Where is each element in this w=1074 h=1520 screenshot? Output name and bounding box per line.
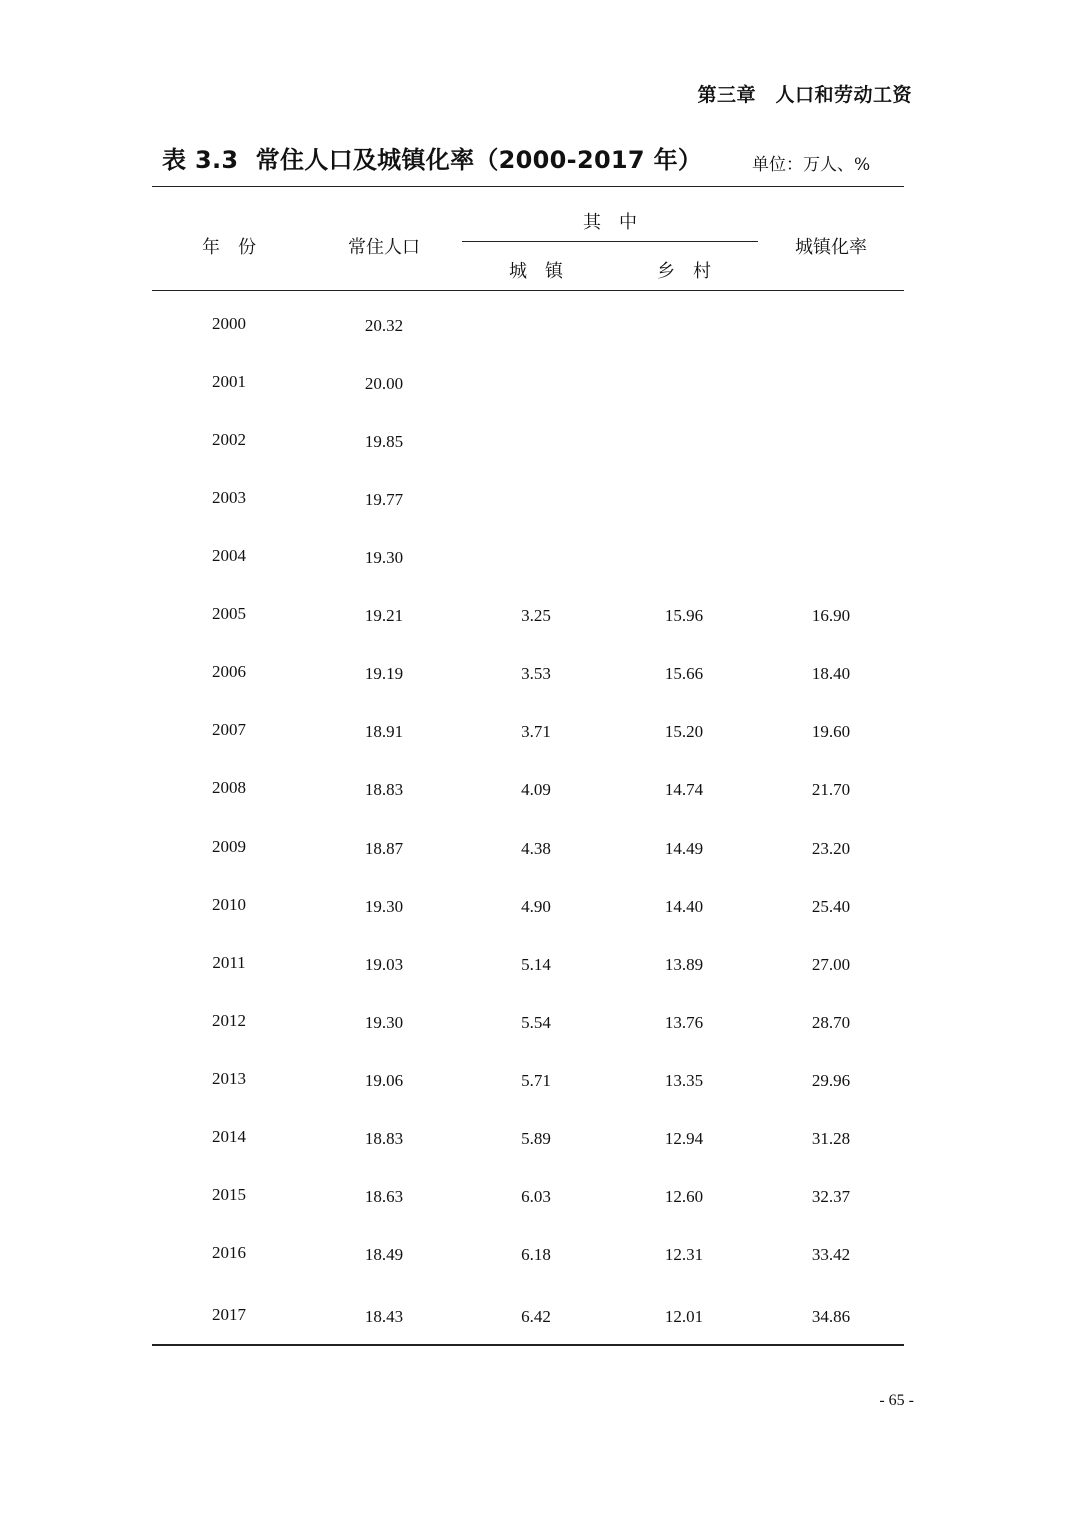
table-bottom-rule [152, 1344, 904, 1346]
cell-rural: 14.74 [664, 780, 704, 799]
cell-rural: 13.35 [664, 1071, 704, 1090]
cell-year: 2001 [212, 372, 246, 391]
cell-urban: 6.18 [521, 1245, 551, 1264]
cell-rate: 18.40 [811, 664, 851, 683]
chapter-header: 第三章 人口和劳动工资 [697, 84, 912, 106]
table-row [0, 1187, 1074, 1211]
cell-year: 2005 [212, 604, 246, 623]
table-row [0, 722, 1074, 746]
header-bottom-rule [152, 290, 904, 291]
cell-rural: 13.89 [664, 955, 704, 974]
cell-population: 20.32 [364, 316, 404, 335]
cell-population: 19.77 [364, 490, 404, 509]
cell-year: 2012 [212, 1011, 246, 1030]
cell-population: 19.30 [364, 1013, 404, 1032]
table-row [0, 432, 1074, 456]
table-row [0, 1013, 1074, 1037]
cell-population: 19.21 [364, 606, 404, 625]
cell-year: 2015 [212, 1185, 246, 1204]
cell-urban: 4.38 [521, 839, 551, 858]
cell-urban: 5.89 [521, 1129, 551, 1148]
cell-year: 2004 [212, 546, 246, 565]
column-header-year: 年 份 [202, 237, 256, 258]
cell-rate: 32.37 [811, 1187, 851, 1206]
table-title: 表 3.3 常住人口及城镇化率（2000-2017 年） [162, 146, 703, 174]
column-header-group: 其 中 [583, 212, 637, 233]
cell-rate: 34.86 [811, 1307, 851, 1326]
cell-rural: 15.20 [664, 722, 704, 741]
cell-rate: 29.96 [811, 1071, 851, 1090]
cell-urban: 3.71 [521, 722, 551, 741]
group-header-rule [462, 241, 758, 242]
cell-population: 20.00 [364, 374, 404, 393]
cell-population: 19.30 [364, 548, 404, 567]
table-row [0, 1129, 1074, 1153]
cell-year: 2003 [212, 488, 246, 507]
cell-rural: 15.66 [664, 664, 704, 683]
unit-label: 单位：万人、% [752, 155, 871, 175]
cell-urban: 4.09 [521, 780, 551, 799]
table-row [0, 606, 1074, 630]
table-row [0, 664, 1074, 688]
cell-population: 18.83 [364, 1129, 404, 1148]
cell-rural: 14.40 [664, 897, 704, 916]
cell-year: 2008 [212, 778, 246, 797]
cell-year: 2011 [212, 953, 246, 972]
cell-population: 18.63 [364, 1187, 404, 1206]
column-header-rate: 城镇化率 [795, 237, 867, 258]
cell-population: 18.87 [364, 839, 404, 858]
cell-year: 2013 [212, 1069, 246, 1088]
table-row [0, 1071, 1074, 1095]
cell-population: 19.30 [364, 897, 404, 916]
cell-urban: 5.71 [521, 1071, 551, 1090]
cell-urban: 5.14 [521, 955, 551, 974]
cell-rural: 12.01 [664, 1307, 704, 1326]
cell-year: 2017 [212, 1305, 246, 1324]
cell-rate: 19.60 [811, 722, 851, 741]
cell-year: 2006 [212, 662, 246, 681]
table-row [0, 1245, 1074, 1269]
cell-urban: 6.03 [521, 1187, 551, 1206]
cell-urban: 3.25 [521, 606, 551, 625]
table-row [0, 780, 1074, 804]
cell-year: 2016 [212, 1243, 246, 1262]
cell-population: 18.91 [364, 722, 404, 741]
table-row [0, 374, 1074, 398]
cell-population: 18.83 [364, 780, 404, 799]
cell-rural: 15.96 [664, 606, 704, 625]
table-row [0, 1307, 1074, 1331]
cell-rate: 28.70 [811, 1013, 851, 1032]
cell-urban: 5.54 [521, 1013, 551, 1032]
table-row [0, 548, 1074, 572]
table-row [0, 316, 1074, 340]
page-number: - 65 - [879, 1392, 914, 1409]
table-top-rule [152, 186, 904, 187]
cell-rate: 21.70 [811, 780, 851, 799]
cell-rate: 16.90 [811, 606, 851, 625]
cell-rate: 25.40 [811, 897, 851, 916]
cell-rural: 12.60 [664, 1187, 704, 1206]
cell-year: 2000 [212, 314, 246, 333]
cell-population: 19.06 [364, 1071, 404, 1090]
cell-rural: 14.49 [664, 839, 704, 858]
cell-population: 18.49 [364, 1245, 404, 1264]
cell-rural: 12.94 [664, 1129, 704, 1148]
cell-urban: 4.90 [521, 897, 551, 916]
cell-rural: 12.31 [664, 1245, 704, 1264]
table-row [0, 955, 1074, 979]
cell-population: 19.19 [364, 664, 404, 683]
cell-population: 19.85 [364, 432, 404, 451]
table-row [0, 490, 1074, 514]
cell-rural: 13.76 [664, 1013, 704, 1032]
table-row [0, 839, 1074, 863]
cell-urban: 6.42 [521, 1307, 551, 1326]
cell-year: 2009 [212, 837, 246, 856]
cell-rate: 27.00 [811, 955, 851, 974]
table-row [0, 897, 1074, 921]
column-header-population: 常住人口 [348, 237, 420, 258]
cell-year: 2002 [212, 430, 246, 449]
cell-year: 2014 [212, 1127, 246, 1146]
cell-rate: 31.28 [811, 1129, 851, 1148]
cell-year: 2007 [212, 720, 246, 739]
cell-rate: 33.42 [811, 1245, 851, 1264]
cell-year: 2010 [212, 895, 246, 914]
column-header-urban: 城 镇 [509, 261, 563, 282]
cell-rate: 23.20 [811, 839, 851, 858]
cell-population: 18.43 [364, 1307, 404, 1326]
cell-urban: 3.53 [521, 664, 551, 683]
cell-population: 19.03 [364, 955, 404, 974]
column-header-rural: 乡 村 [657, 261, 711, 282]
